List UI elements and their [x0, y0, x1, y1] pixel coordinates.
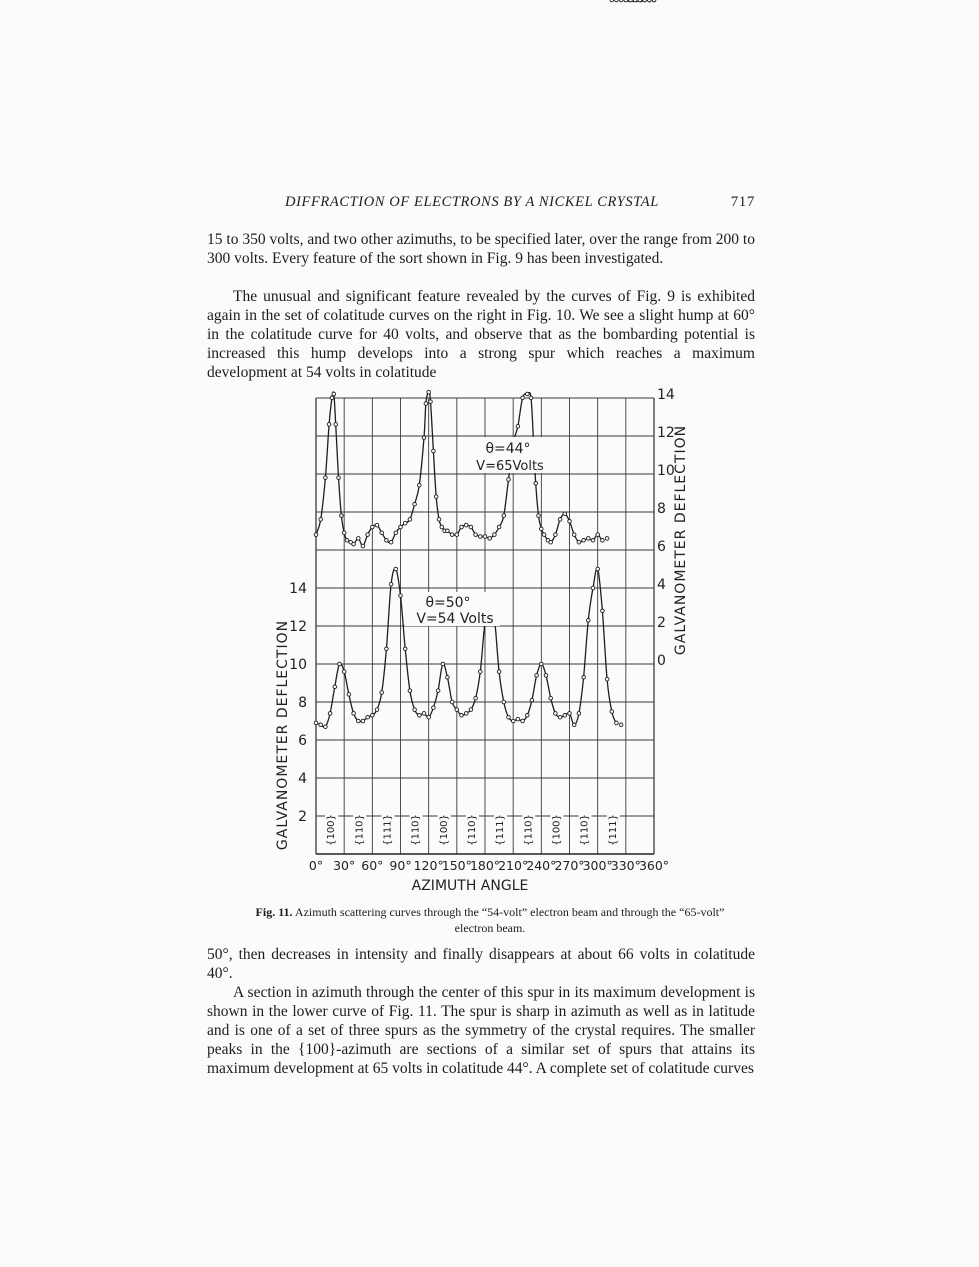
right-y-axis-label: GALVANOMETER DEFLECTION	[673, 424, 689, 656]
data-point	[488, 537, 492, 541]
figure-caption	[240, 904, 740, 936]
data-point	[464, 523, 468, 527]
plane-label: {100}	[438, 814, 450, 846]
series-2-volts-label: V=54 Volts	[416, 611, 494, 627]
data-point	[540, 527, 544, 531]
data-point	[328, 712, 332, 716]
data-point	[521, 396, 525, 400]
data-point	[502, 514, 506, 518]
data-point	[333, 685, 337, 689]
data-point	[507, 478, 511, 482]
data-point	[380, 691, 384, 695]
plane-label: {111}	[382, 814, 394, 846]
data-point	[450, 533, 454, 537]
data-point	[455, 708, 459, 712]
data-point	[643, 0, 647, 2]
right-y-tick-label: 8	[657, 501, 666, 517]
data-point	[619, 723, 623, 727]
data-point	[605, 537, 609, 541]
data-point	[483, 535, 487, 539]
data-point	[587, 537, 591, 541]
data-point	[615, 0, 619, 2]
series-1-theta-label: θ=44°	[485, 441, 531, 457]
data-point	[615, 721, 619, 725]
data-point	[427, 390, 431, 394]
data-point	[610, 710, 614, 714]
plane-label: {110}	[579, 814, 591, 846]
data-point	[568, 520, 572, 524]
data-point	[540, 662, 544, 666]
left-y-axis-label: GALVANOMETER DEFLECTION	[275, 619, 291, 851]
data-point	[610, 0, 614, 2]
data-point	[375, 523, 379, 527]
left-y-tick-label: 6	[298, 733, 307, 749]
right-y-tick-label: 0	[657, 653, 666, 669]
data-point	[399, 594, 403, 598]
data-point	[436, 689, 440, 693]
data-point	[324, 476, 328, 480]
left-y-tick-label: 14	[289, 581, 307, 597]
data-point	[338, 662, 342, 666]
data-point	[558, 715, 562, 719]
data-point	[342, 670, 346, 674]
data-point	[455, 533, 459, 537]
x-tick-label: 330°	[610, 858, 641, 873]
x-tick-label: 300°	[582, 858, 613, 873]
left-y-tick-label: 2	[298, 809, 307, 825]
data-point	[542, 533, 546, 537]
data-point	[596, 533, 600, 537]
data-point	[352, 712, 356, 716]
data-point	[413, 502, 417, 506]
data-point	[535, 674, 539, 678]
data-point	[591, 586, 595, 590]
paragraph-3: 50°, then decreases in intensity and finally disappears at about 66 volts in colatitude 40°.	[207, 946, 755, 982]
plane-label: {110}	[466, 814, 478, 846]
data-point	[361, 719, 365, 723]
data-point	[399, 525, 403, 529]
x-tick-label: 150°	[441, 858, 472, 873]
data-point	[432, 706, 436, 710]
data-point	[563, 714, 567, 718]
data-point	[437, 518, 441, 522]
data-point	[633, 0, 637, 2]
data-point	[357, 719, 361, 723]
data-point	[418, 714, 422, 718]
paragraph-4: A section in azimuth through the center of this spur in its maximum development is shown in the lower curve of Fig. 11. The spur is sharp in azimuth as well as in latitude and is one of a set of three spurs as the symmetry of the crystal requires. The smaller peaks in the {100}-azimuth are sections of a similar set of spurs that attains its maximum development at 65 volts in colatitude 44°. A complete set of colatitude curves	[207, 984, 755, 1077]
data-point	[516, 425, 520, 429]
running-head-title: DIFFRACTION OF ELECTRONS BY A NICKEL CRYSTAL	[285, 194, 659, 210]
data-point	[596, 567, 600, 571]
right-y-tick-label: 10	[657, 463, 675, 479]
data-point	[474, 696, 478, 700]
data-point	[332, 392, 336, 396]
data-point	[601, 609, 605, 613]
data-point	[530, 698, 534, 702]
plane-label: {100}	[326, 814, 338, 846]
data-point	[479, 670, 483, 674]
data-point	[464, 712, 468, 716]
data-point	[385, 539, 389, 543]
data-point	[568, 712, 572, 716]
caption-label: Fig. 11.	[255, 905, 293, 919]
data-point	[337, 476, 341, 480]
data-point	[334, 423, 338, 427]
data-point	[582, 676, 586, 680]
data-point	[340, 514, 344, 518]
x-tick-label: 30°	[333, 858, 356, 873]
data-point	[319, 723, 323, 727]
data-point	[648, 0, 652, 2]
data-point	[361, 544, 365, 548]
data-point	[601, 539, 605, 543]
right-y-tick-label: 14	[657, 387, 675, 403]
left-y-tick-label: 12	[289, 619, 307, 635]
data-point	[469, 525, 473, 529]
plane-label: {110}	[523, 814, 535, 846]
page-number: 717	[730, 194, 755, 210]
data-point	[434, 495, 438, 499]
data-point	[314, 721, 318, 725]
data-point	[534, 482, 538, 486]
data-point	[375, 708, 379, 712]
plane-label: {100}	[551, 814, 563, 846]
series-2-theta-label: θ=50°	[425, 595, 471, 611]
data-point	[446, 676, 450, 680]
data-point	[385, 647, 389, 651]
data-point	[511, 719, 515, 723]
data-point	[493, 533, 497, 537]
data-point	[418, 483, 422, 487]
data-point	[446, 529, 450, 533]
data-point	[403, 521, 407, 525]
data-point	[582, 539, 586, 543]
series-line-44deg	[316, 392, 602, 546]
data-point	[544, 674, 548, 678]
data-point	[558, 518, 562, 522]
data-point	[563, 512, 567, 516]
data-point	[352, 542, 356, 546]
data-point	[537, 514, 541, 518]
data-point	[440, 525, 444, 529]
data-point	[549, 540, 553, 544]
data-point	[389, 540, 393, 544]
data-point	[324, 725, 328, 729]
plane-label: {111}	[607, 814, 619, 846]
data-point	[422, 436, 426, 440]
data-point	[605, 677, 609, 681]
x-tick-label: 360°	[638, 858, 670, 873]
data-point	[366, 533, 370, 537]
data-point	[587, 619, 591, 623]
data-point	[371, 714, 375, 718]
data-point	[591, 539, 595, 543]
data-point	[408, 518, 412, 522]
data-point	[408, 689, 412, 693]
caption-text: Azimuth scattering curves through the “54-volt” electron beam and through the “65-volt” electron beam.	[294, 905, 725, 935]
data-point	[502, 700, 506, 704]
x-axis-label: AZIMUTH ANGLE	[411, 878, 529, 894]
plane-label: {110}	[410, 814, 422, 846]
x-tick-label: 120°	[413, 858, 444, 873]
data-point	[422, 712, 426, 716]
data-point	[314, 533, 318, 537]
data-point	[347, 693, 351, 697]
data-point	[497, 525, 501, 529]
data-point	[380, 531, 384, 535]
data-point	[319, 518, 323, 522]
data-point	[429, 400, 433, 404]
data-point	[432, 449, 436, 453]
data-point	[413, 708, 417, 712]
data-point	[497, 670, 501, 674]
data-point	[638, 0, 642, 2]
data-point	[394, 531, 398, 535]
x-tick-label: 180°	[469, 858, 501, 873]
data-point	[342, 531, 346, 535]
data-point	[345, 539, 349, 543]
data-point	[577, 712, 581, 716]
x-tick-label: 60°	[361, 858, 384, 873]
data-point	[371, 525, 375, 529]
data-point	[624, 0, 628, 2]
data-point	[394, 567, 398, 571]
data-point	[629, 0, 633, 2]
series-1-volts-label: V=65Volts	[476, 459, 544, 474]
data-point	[424, 402, 428, 406]
plane-label: {111}	[495, 814, 507, 846]
paragraph-1: 15 to 350 volts, and two other azimuths, to be specified later, over the range from 200 to 300 volts. Every feature of the sort shown in Fig. 9 has been investigated.	[207, 231, 755, 267]
data-point	[526, 392, 530, 396]
right-y-tick-label: 12	[657, 425, 675, 441]
data-point	[460, 714, 464, 718]
data-point	[441, 662, 445, 666]
data-point	[403, 647, 407, 651]
data-point	[389, 582, 393, 586]
data-point	[652, 0, 656, 2]
paragraph-2: The unusual and significant feature revealed by the curves of Fig. 9 is exhibited again in the set of colatitude curves on the right in Fig. 10. We see a slight hump at 60° in the colatitude curve for 40 volts, and observe that as the bombarding potential is increased this hump develops into a strong spur which reaches a maximum development at 54 volts in colatitude	[207, 288, 755, 381]
data-point	[526, 714, 530, 718]
data-point	[357, 537, 361, 541]
data-point	[427, 715, 431, 719]
data-point	[521, 719, 525, 723]
right-y-tick-label: 4	[657, 577, 666, 593]
data-point	[529, 396, 533, 400]
plane-label: {110}	[354, 814, 366, 846]
x-tick-label: 90°	[389, 858, 412, 873]
data-point	[507, 715, 511, 719]
data-point	[554, 712, 558, 716]
data-point	[366, 715, 370, 719]
left-y-tick-label: 10	[289, 657, 307, 673]
right-y-tick-label: 6	[657, 539, 666, 555]
x-tick-label: 210°	[498, 858, 529, 873]
data-point	[516, 717, 520, 721]
data-point	[549, 696, 553, 700]
data-point	[554, 533, 558, 537]
left-y-tick-label: 4	[298, 771, 307, 787]
data-point	[572, 533, 576, 537]
data-point	[577, 540, 581, 544]
data-point	[330, 396, 334, 400]
x-tick-label: 270°	[554, 858, 585, 873]
data-point	[327, 423, 331, 427]
data-point	[474, 533, 478, 537]
data-point	[572, 723, 576, 727]
data-point	[469, 708, 473, 712]
data-point	[450, 700, 454, 704]
data-point	[479, 535, 483, 539]
left-y-tick-label: 8	[298, 695, 307, 711]
x-tick-label: 0°	[308, 858, 324, 873]
x-tick-label: 240°	[526, 858, 557, 873]
right-y-tick-label: 2	[657, 615, 666, 631]
data-point	[460, 525, 464, 529]
data-point	[619, 0, 623, 2]
